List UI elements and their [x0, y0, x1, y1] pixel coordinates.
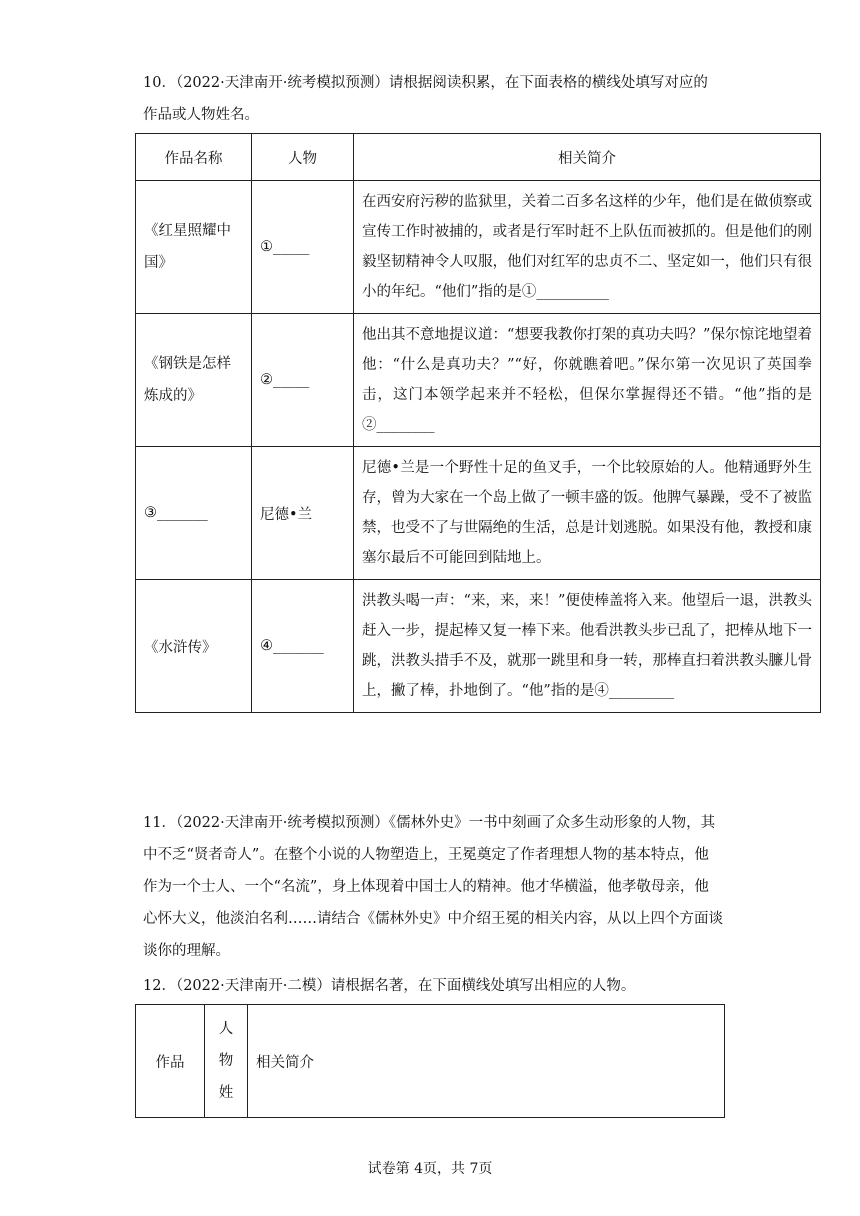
table-header-row: [136, 1005, 725, 1118]
work-cell: ③_______: [136, 447, 252, 580]
work-cell: 《红星照耀中国》: [136, 181, 252, 314]
work-cell: 《水浒传》: [136, 580, 252, 713]
table-row: [136, 447, 821, 580]
desc-cell: 他出其不意地提议道：“想要我教你打架的真功夫吗？”保尔惊诧地望着他：“什么是真功夫？”“好，你就瞧着吧。”保尔第一次见识了英国拳击，这门本领学起来并不轻松，但保尔掌握得还不错。“他”指的是②________: [354, 314, 821, 447]
desc-cell: 尼德•兰是一个野性十足的鱼叉手，一个比较原始的人。他精通野外生存，曾为大家在一个岛上做了一顿丰盛的饭。他脾气暴躁，受不了被监禁，也受不了与世隔绝的生活，总是计划逃脱。如果没有他，教授和康塞尔最后不可能回到陆地上。: [354, 447, 821, 580]
header-work: 作品名称: [136, 134, 252, 181]
header-desc: 相关简介: [354, 134, 821, 181]
table-header-row: [136, 134, 821, 181]
header-work: 作品: [136, 1005, 205, 1118]
header-desc: 相关简介: [248, 1005, 725, 1118]
desc-cell: 在西安府污秽的监狱里，关着二百多名这样的少年，他们是在做侦察或宣传工作时被捕的，或者是行军时赶不上队伍而被抓的。但是他们的刚毅坚韧精神令人叹服，他们对红军的忠贞不二、坚定如一，他们只有很小的年纪。“他们”指的是①__________: [354, 181, 821, 314]
table-row: [136, 181, 821, 314]
desc-cell: 洪教头喝一声：“来，来，来！”便使棒盖将入来。他望后一退，洪教头赶入一步，提起棒又复一棒下来。他看洪教头步已乱了，把棒从地下一跳，洪教头措手不及，就那一跳里和身一转，那棒直扫着洪教头臁儿骨上，撇了棒，扑地倒了。“他”指的是④_________: [354, 580, 821, 713]
header-person: 人物: [252, 134, 354, 181]
question-12: 12．（2022·天津南开·二模）请根据名著，在下面横线处填写出相应的人物。: [143, 978, 636, 994]
question-10-line-1: 10．（2022·天津南开·统考模拟预测）请根据阅读积累，在下面表格的横线处填写对应的: [143, 75, 708, 91]
q12-table: [135, 1004, 725, 1118]
table-row: [136, 580, 821, 713]
person-cell: ②_____: [252, 314, 354, 447]
table-row: [136, 314, 821, 447]
header-person-text: 人物姓: [218, 1021, 234, 1101]
page-footer: 试卷第 4页，共 7页: [367, 1161, 493, 1177]
q10-table: [135, 133, 821, 713]
person-cell: ①_____: [252, 181, 354, 314]
person-cell: 尼德•兰: [252, 447, 354, 580]
question-11: 11．（2022·天津南开·统考模拟预测）《儒林外史》一书中刻画了众多生动形象的人物，其中不乏“贤者奇人”。在整个小说的人物塑造上，王冕奠定了作者理想人物的基本特点，他作为一个士人、一个“名流”，身上体现着中国士人的精神。他才华横溢，他孝敬母亲，他心怀大义，他淡泊名利……请结合《儒林外史》中介绍王冕的相关内容，从以上四个方面谈谈你的理解。: [143, 815, 723, 959]
work-cell: 《钢铁是怎样炼成的》: [136, 314, 252, 447]
question-10-line-2: 作品或人物姓名。: [143, 107, 259, 123]
header-person: [205, 1005, 248, 1118]
person-cell: ④_______: [252, 580, 354, 713]
